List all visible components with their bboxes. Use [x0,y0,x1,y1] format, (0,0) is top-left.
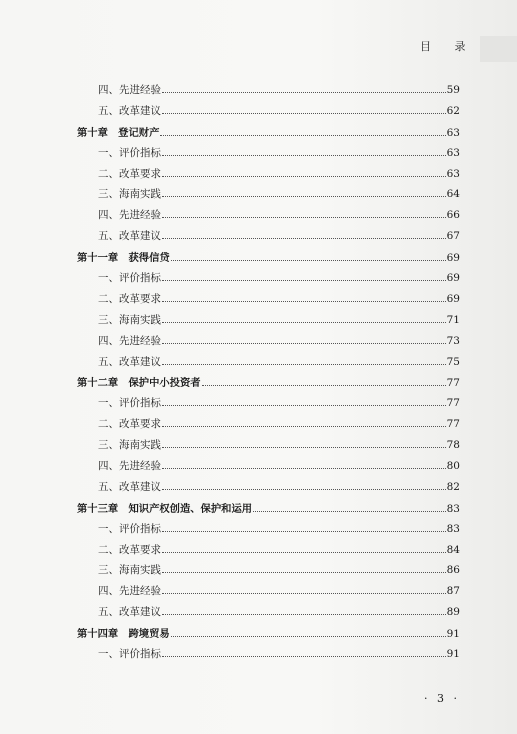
toc-entry-label: 第十二章 保护中小投资者 [77,377,201,390]
dot-leader [162,531,446,532]
toc-section-entry[interactable] [77,228,460,249]
dot-leader [253,511,446,512]
dot-leader [162,364,446,365]
toc-section-entry[interactable] [77,562,460,583]
toc-entry-page-number: 69 [446,292,460,305]
toc-entry-page-number: 62 [446,104,460,117]
dot-leader [162,468,446,469]
dot-leader [162,196,446,197]
toc-chapter-entry[interactable] [77,249,460,270]
dot-leader [171,260,446,261]
toc-entry-label: 三、海南实践 [98,313,161,326]
dot-leader [162,113,446,114]
toc-section-entry[interactable] [77,312,460,333]
toc-chapter-entry[interactable] [77,500,460,521]
toc-entry-page-number: 83 [446,502,460,515]
dot-leader [162,238,446,239]
dot-leader [162,572,446,573]
toc-section-entry[interactable] [77,416,460,437]
toc-entry-page-number: 59 [446,84,460,96]
toc-entry-page-number: 69 [446,252,460,265]
toc-entry-label: 四、先进经验 [98,585,161,598]
toc-section-entry[interactable] [77,207,460,228]
toc-entry-page-number: 67 [446,230,460,243]
toc-entry-page-number: 71 [446,313,460,326]
dot-leader [162,405,446,406]
toc-section-entry[interactable] [77,395,460,416]
toc-chapter-entry[interactable] [77,374,460,395]
toc-entry-label: 第十三章 知识产权创造、保护和运用 [77,502,253,515]
toc-section-entry[interactable] [77,458,460,479]
toc-entry-label: 五、改革建议 [98,480,161,493]
table-of-contents [77,82,460,667]
toc-entry-label: 三、海南实践 [98,564,161,577]
page-number: · 3 · [424,692,460,705]
toc-entry-page-number: 80 [446,460,460,473]
toc-entry-page-number: 69 [446,272,460,285]
toc-entry-label: 第十章 登记财产 [77,126,160,139]
dot-leader [162,489,446,490]
dot-leader [162,552,446,553]
toc-entry-label: 三、海南实践 [98,439,161,452]
toc-entry-label: 二、改革要求 [98,292,161,305]
toc-entry-page-number: 63 [446,126,460,139]
toc-section-entry[interactable] [77,542,460,563]
dot-leader [162,155,446,156]
toc-entry-label: 一、评价指标 [98,522,161,535]
dot-leader [162,593,446,594]
toc-section-entry[interactable] [77,145,460,166]
toc-section-entry[interactable] [77,604,460,625]
toc-entry-page-number: 91 [446,628,460,641]
toc-section-entry[interactable] [77,479,460,500]
dot-leader [162,217,446,218]
toc-section-entry[interactable] [77,583,460,604]
toc-section-entry[interactable] [77,437,460,458]
dot-leader [160,135,445,136]
toc-entry-page-number: 89 [446,606,460,619]
toc-entry-label: 二、改革要求 [98,167,161,180]
dot-leader [162,656,446,657]
toc-section-entry[interactable] [77,354,460,375]
dot-leader [162,301,446,302]
toc-entry-label: 四、先进经验 [98,334,161,347]
toc-chapter-entry[interactable] [77,625,460,646]
toc-entry-label: 五、改革建议 [98,230,161,243]
toc-entry-page-number: 87 [446,585,460,598]
toc-entry-label: 五、改革建议 [98,606,161,619]
toc-entry-label: 一、评价指标 [98,648,161,661]
toc-entry-page-number: 77 [446,377,460,390]
toc-entry-page-number: 75 [446,355,460,368]
toc-entry-page-number: 82 [446,480,460,493]
toc-entry-page-number: 63 [446,146,460,159]
toc-section-entry[interactable] [77,166,460,187]
toc-entry-page-number: 86 [446,564,460,577]
toc-entry-label: 五、改革建议 [98,104,161,117]
toc-section-entry[interactable] [77,82,460,103]
toc-entry-label: 四、先进经验 [98,460,161,473]
dot-leader [202,385,446,386]
running-header: 目 录 [420,40,476,53]
toc-section-entry[interactable] [77,186,460,207]
toc-entry-label: 四、先进经验 [98,209,161,222]
toc-entry-label: 第十四章 跨境贸易 [77,628,170,641]
toc-entry-page-number: 64 [446,188,460,201]
toc-section-entry[interactable] [77,646,460,667]
dot-leader [162,426,446,427]
toc-entry-label: 三、海南实践 [98,188,161,201]
toc-entry-label: 第十一章 获得信贷 [77,252,170,265]
toc-entry-page-number: 66 [446,209,460,222]
dot-leader [162,614,446,615]
toc-entry-label: 一、评价指标 [98,397,161,410]
toc-entry-page-number: 77 [446,418,460,431]
header-shade [480,36,517,62]
toc-section-entry[interactable] [77,103,460,124]
toc-section-entry[interactable] [77,333,460,354]
toc-section-entry[interactable] [77,521,460,542]
dot-leader [162,280,446,281]
toc-entry-page-number: 78 [446,439,460,452]
dot-leader [171,636,446,637]
dot-leader [162,322,446,323]
toc-entry-page-number: 83 [446,522,460,535]
dot-leader [162,343,446,344]
toc-entry-page-number: 91 [446,648,460,661]
dot-leader [162,176,446,177]
toc-section-entry[interactable] [77,291,460,312]
toc-entry-page-number: 73 [446,334,460,347]
toc-entry-label: 二、改革要求 [98,543,161,556]
dot-leader [162,447,446,448]
toc-entry-label: 五、改革建议 [98,355,161,368]
toc-entry-label: 一、评价指标 [98,146,161,159]
toc-entry-page-number: 77 [446,397,460,410]
toc-chapter-entry[interactable] [77,124,460,145]
toc-entry-label: 二、改革要求 [98,418,161,431]
toc-entry-page-number: 63 [446,167,460,180]
toc-section-entry[interactable] [77,270,460,291]
toc-entry-label: 一、评价指标 [98,272,161,285]
dot-leader [162,92,446,93]
toc-entry-page-number: 84 [446,543,460,556]
toc-entry-label: 四、先进经验 [98,84,161,96]
